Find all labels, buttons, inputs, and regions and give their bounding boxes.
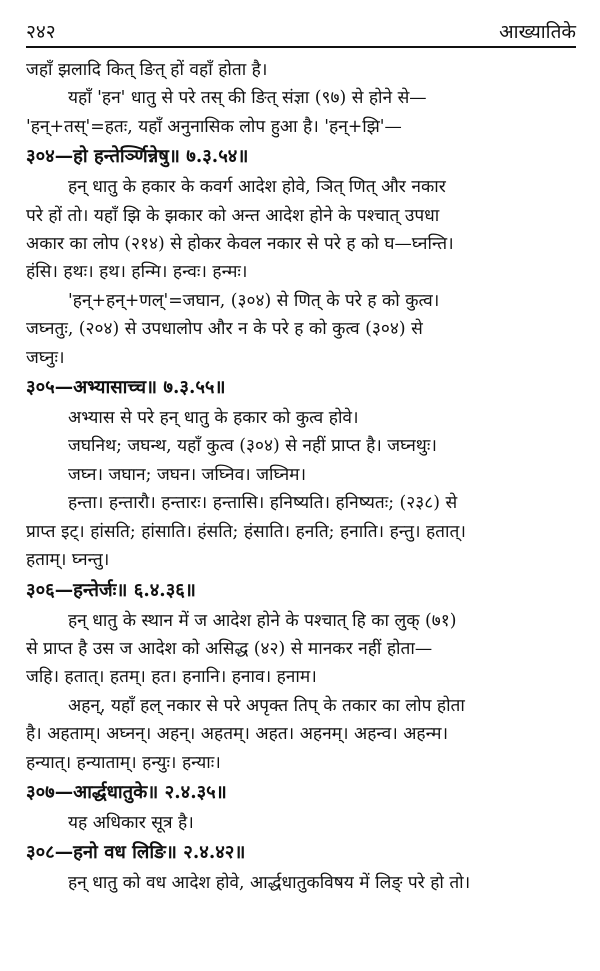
sutra-heading: ३०५—अभ्यासाच्च॥ ७.३.५५॥ (26, 377, 226, 399)
text-line: अकार का लोप (२१४) से होकर केवल नकार से परे ह को घ—घ्नन्ति। (26, 234, 454, 255)
sutra-heading: ३०४—हो हन्तेर्ञ्णिन्नेषु॥ ७.३.५४॥ (26, 146, 249, 168)
text-line: जघ्नतुः, (२०४) से उपधालोप और न के परे ह को कुत्व (३०४) से (26, 319, 423, 340)
text-line: हन्ता। हन्तारौ। हन्तारः। हन्तासि। हनिष्यति। हनिष्यतः; (२३८) से (68, 493, 458, 514)
text-line: जहाँ झलादि कित् ङित् हों वहाँ होता है। (26, 60, 268, 80)
text-line: हताम्। घ्नन्तु। (26, 550, 110, 571)
text-line: यहाँ 'हन' धातु से परे तस् की ङित् संज्ञा (९७) से होने से— (68, 88, 427, 109)
header-rule (26, 46, 576, 48)
text-line: जहि। हतात्। हतम्। हत। हनानि। हनाव। हनाम। (26, 667, 317, 688)
text-line: हन्यात्। हन्याताम्। हन्युः। हन्याः। (26, 752, 221, 773)
text-line: अहन्, यहाँ हल् नकार से परे अपृक्त तिप् के तकार का लोप होता (68, 695, 465, 716)
text-line: 'हन्+हन्+णल्'=जघान, (३०४) से णित् के परे ह को कुत्व। (68, 290, 440, 311)
text-line: जघ्न। जघान; जघन। जघ्निव। जघ्निम। (68, 464, 307, 485)
page-number: २४२ (26, 21, 56, 43)
text-line: जघनिथ; जघन्थ, यहाँ कुत्व (३०४) से नहीं प्राप्त है। जघ्नथुः। (68, 436, 437, 457)
sutra-heading: ३०७—आर्द्धधातुके॥ २.४.३५॥ (26, 781, 227, 803)
sutra-heading: ३०६—हन्तेर्जः॥ ६.४.३६॥ (26, 579, 196, 601)
text-line: जघ्नुः। (26, 347, 65, 368)
page-body (26, 56, 576, 898)
text-line: परे हों तो। यहाँ झि के झकार को अन्त आदेश होने के पश्चात् उपधा (26, 205, 440, 226)
text-line: यह अधिकार सूत्र है। (68, 812, 194, 833)
text-line: हन् धातु के स्थान में ज आदेश होने के पश्चात् हि का लुक् (७१) (68, 610, 457, 631)
page-header (26, 0, 576, 44)
text-line: हन् धातु के हकार के कवर्ग आदेश होवे, ञित् णित् और नकार (68, 177, 446, 198)
text-line: से प्राप्त है उस ज आदेश को असिद्ध (४२) से मानकर नहीं होता— (26, 638, 433, 659)
running-title: आख्यातिके (499, 21, 576, 43)
sutra-heading: ३०८—हनो वध लिङि॥ २.४.४२॥ (26, 842, 246, 864)
text-line: अभ्यास से परे हन् धातु के हकार को कुत्व होवे। (68, 408, 359, 429)
text-line: हंसि। हथः। हथ। हन्मि। हन्वः। हन्मः। (26, 262, 248, 283)
text-line: 'हन्+तस्'=हतः, यहाँ अनुनासिक लोप हुआ है। 'हन्+झि'— (26, 116, 402, 137)
text-line: हन् धातु को वध आदेश होवे, आर्द्धधातुकविषय में लिङ् परे हो तो। (68, 873, 471, 894)
text-line: प्राप्त इट्। हांसति; हांसाति। हंसति; हंसाति। हनति; हनाति। हन्तु। हतात्। (26, 521, 466, 542)
text-line: है। अहताम्। अघ्नन्। अहन्। अहतम्। अहत। अहनम्। अहन्व। अहन्म। (26, 724, 448, 745)
